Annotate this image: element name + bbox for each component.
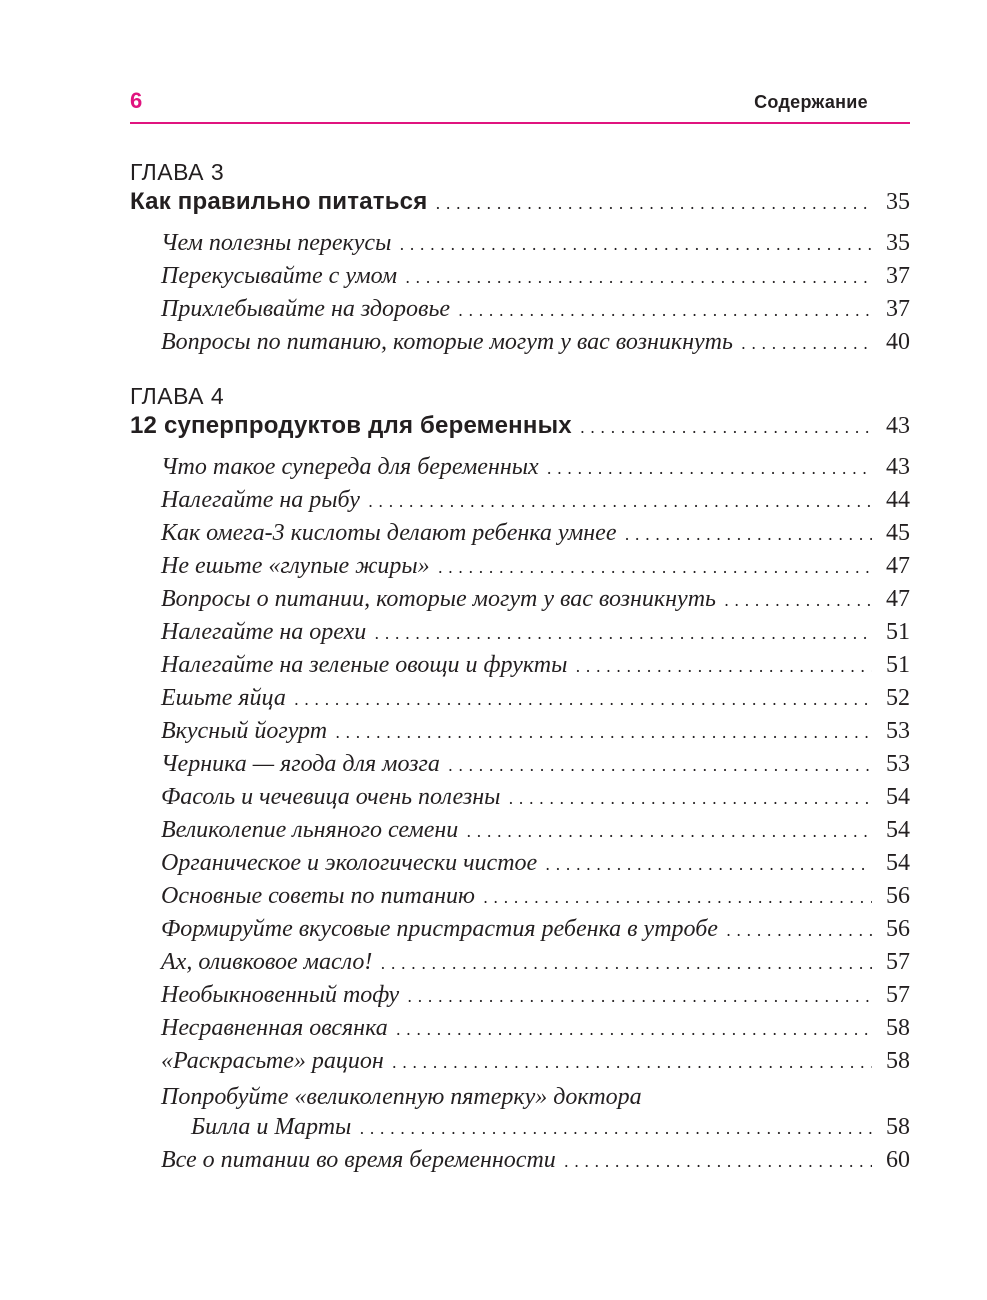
leader-dots — [724, 591, 872, 610]
toc-entry[interactable] — [161, 1147, 910, 1180]
entry-title: Несравненная овсянка — [161, 1015, 388, 1041]
entry-page-number: 54 — [886, 784, 910, 810]
toc-entry[interactable] — [161, 751, 910, 784]
leader-dots — [374, 624, 872, 643]
leader-dots — [438, 558, 872, 577]
leader-dots — [483, 888, 872, 907]
toc-entry[interactable] — [161, 230, 910, 263]
leader-dots — [435, 194, 872, 213]
leader-dots — [407, 987, 872, 1006]
entry-page-number: 47 — [886, 553, 910, 579]
toc-entry[interactable] — [161, 982, 910, 1015]
leader-dots — [624, 525, 872, 544]
toc-entry[interactable] — [161, 784, 910, 817]
entry-title: Вкусный йогурт — [161, 718, 328, 744]
toc-entry[interactable] — [161, 1015, 910, 1048]
entry-page-number: 51 — [886, 652, 910, 678]
leader-dots — [396, 1020, 872, 1039]
toc-entry[interactable] — [161, 850, 910, 883]
entry-page-number: 58 — [886, 1015, 910, 1041]
entry-title: Налегайте на орехи — [161, 619, 367, 645]
entry-title: Вопросы о питании, которые могут у вас возникнуть — [161, 586, 716, 612]
entry-title: Основные советы по питанию — [161, 883, 475, 909]
entry-title: Налегайте на зеленые овощи и фрукты — [161, 652, 568, 678]
toc-entry[interactable] — [161, 883, 910, 916]
toc-entry[interactable] — [161, 296, 910, 329]
toc-entry[interactable] — [161, 586, 910, 619]
chapter-label: ГЛАВА 3 — [130, 159, 225, 185]
chapter-block — [130, 158, 910, 362]
entry-title: Как омега-3 кислоты делают ребенка умнее — [161, 520, 617, 546]
toc-entry[interactable] — [161, 619, 910, 652]
chapter-title-row[interactable] — [130, 412, 910, 452]
leader-dots — [392, 1053, 872, 1072]
leader-dots — [405, 268, 872, 287]
entry-page-number: 47 — [886, 586, 910, 612]
leader-dots — [466, 822, 872, 841]
entry-title: Что такое супереда для беременных — [161, 454, 539, 480]
toc-entry[interactable] — [161, 454, 910, 487]
chapter-entries — [130, 454, 910, 1180]
toc-entry[interactable] — [161, 520, 910, 553]
entry-page-number: 52 — [886, 685, 910, 711]
chapter-page-number: 35 — [886, 189, 910, 215]
entry-title: Необыкновенный тофу — [161, 982, 400, 1008]
leader-dots — [335, 723, 872, 742]
entry-title: Ешьте яйца — [161, 685, 286, 711]
entry-title: Все о питании во время беременности — [161, 1147, 556, 1173]
entry-page-number: 51 — [886, 619, 910, 645]
toc-entry[interactable] — [161, 718, 910, 751]
toc-entry[interactable] — [161, 263, 910, 296]
chapter-block — [130, 382, 910, 1180]
leader-dots — [580, 418, 872, 437]
leader-dots — [741, 334, 872, 353]
entry-page-number: 53 — [886, 718, 910, 744]
entry-page-number: 37 — [886, 296, 910, 322]
entry-page-number: 56 — [886, 883, 910, 909]
entry-page-number: 58 — [886, 1114, 910, 1140]
leader-dots — [575, 657, 872, 676]
entry-page-number: 44 — [886, 487, 910, 513]
leader-dots — [545, 855, 872, 874]
leader-dots — [380, 954, 872, 973]
chapter-title: 12 суперпродуктов для беременных — [130, 412, 572, 439]
toc-entry[interactable] — [161, 652, 910, 685]
entry-title: Черника — ягода для мозга — [161, 751, 440, 777]
entry-page-number: 57 — [886, 949, 910, 975]
entry-title: Ах, оливковое масло! — [161, 949, 373, 975]
toc-entry[interactable] — [161, 1048, 910, 1081]
entry-page-number: 58 — [886, 1048, 910, 1074]
entry-title: Вопросы по питанию, которые могут у вас возникнуть — [161, 329, 733, 355]
chapter-label: ГЛАВА 4 — [130, 383, 225, 409]
leader-dots — [547, 459, 872, 478]
leader-dots — [564, 1152, 872, 1171]
entry-title: Не ешьте «глупые жиры» — [161, 553, 430, 579]
leader-dots — [399, 235, 872, 254]
entry-page-number: 40 — [886, 329, 910, 355]
entry-page-number: 45 — [886, 520, 910, 546]
entry-title: Чем полезны перекусы — [161, 230, 392, 256]
chapter-title: Как правильно питаться — [130, 188, 428, 215]
entry-page-number: 57 — [886, 982, 910, 1008]
toc-entry[interactable] — [161, 916, 910, 949]
toc-entry[interactable] — [161, 1081, 910, 1147]
toc-entry[interactable] — [161, 949, 910, 982]
entry-page-number: 54 — [886, 817, 910, 843]
page-header — [130, 88, 910, 124]
toc-entry[interactable] — [161, 553, 910, 586]
toc-entry[interactable] — [161, 487, 910, 520]
entry-page-number: 37 — [886, 263, 910, 289]
entry-title-continued: Билла и Марты — [191, 1114, 352, 1140]
entry-title: Прихлебывайте на здоровье — [161, 296, 451, 322]
entry-title: Перекусывайте с умом — [161, 263, 398, 289]
entry-title: Фасоль и чечевица очень полезны — [161, 784, 501, 810]
header-rule — [130, 122, 910, 124]
toc-entry[interactable] — [161, 817, 910, 850]
entry-title: Попробуйте «великолепную пятерку» доктора — [161, 1084, 642, 1110]
leader-dots — [294, 690, 872, 709]
leader-dots — [458, 301, 872, 320]
leader-dots — [359, 1119, 872, 1138]
chapter-entries — [130, 230, 910, 362]
entry-title: Органическое и экологически чистое — [161, 850, 538, 876]
toc-entry[interactable] — [161, 329, 910, 362]
chapter-page-number: 43 — [886, 413, 910, 439]
entry-page-number: 60 — [886, 1147, 910, 1173]
entry-page-number: 54 — [886, 850, 910, 876]
chapter-title-row[interactable] — [130, 188, 910, 228]
page-number: 6 — [130, 88, 143, 113]
entry-page-number: 56 — [886, 916, 910, 942]
entry-title: Великолепие льняного семени — [161, 817, 459, 843]
leader-dots — [508, 789, 872, 808]
leader-dots — [448, 756, 872, 775]
table-of-contents — [130, 158, 910, 1200]
entry-title: «Раскрасьте» рацион — [161, 1048, 384, 1074]
leader-dots — [726, 921, 872, 940]
toc-entry[interactable] — [161, 685, 910, 718]
entry-page-number: 43 — [886, 454, 910, 480]
leader-dots — [368, 492, 872, 511]
entry-page-number: 35 — [886, 230, 910, 256]
entry-title: Формируйте вкусовые пристрастия ребенка в утробе — [161, 916, 718, 942]
entry-page-number: 53 — [886, 751, 910, 777]
entry-title: Налегайте на рыбу — [161, 487, 360, 513]
running-head: Содержание — [754, 92, 868, 112]
